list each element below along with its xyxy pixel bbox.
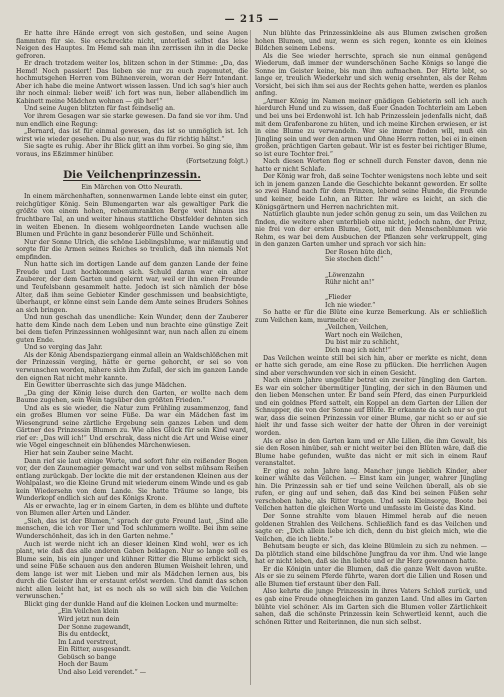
paragraph: Und als es sie wieder, die Natur zum Frühling zusammenzog, fand ein großes Blumen vor seine Füße. Da war ein Mädchen fast im Wiesengrund seine zärtliche Ergebung sein ganzes Leben und dem Gärtner des Prinzessin Blumen zu. Wie alles Glück für sein Kind ward, rief er: „Das will ich!“ Und erschrak, dass nicht die Art und Weise einer wie Vögel eingeschneit ein blühendes Märchenwiesen.: [16, 404, 248, 450]
verse-block-flowers: [255, 249, 487, 309]
verse-line: Du bist mir zu schlicht,: [325, 339, 400, 347]
verse-line: Wird jetzt nun dein: [58, 616, 120, 624]
paragraph: Und seine Augen blitzten für fast feindselig an.: [24, 105, 176, 113]
paragraph: Also kehrte die junge Prinzessin in ihres Vaters Schloß zurück, und es gab eine Freude ohnegleichen im ganzen Land. Und alles im Garten blühte viel schöner. Als im Garten sich die Blumen voller Zärtlichkeit sahen, daß die schönste Prinzessin kein Schwertleid kennt, auch die schönen Ritter und Reiterinnen, die nun sich selbst.: [255, 588, 487, 626]
verse-line: „Ein Veilchen klein: [58, 608, 119, 616]
verse-line: Rühr nicht an!“: [325, 279, 375, 287]
article-body-continued-2: [255, 309, 487, 324]
verse-line: Sie stechen dich!“: [325, 256, 384, 264]
paragraph: Vor ihrem Gesagen war sie starke gewesen. Da fand sie vor ihm. Und nun endlich eine Regung:: [16, 113, 248, 128]
paragraph: Er ging es zehn Jahre lang. Mancher junge lieblich Kinder, aber keiner wählte das Veilchen. — Einst kam ein junger, wahrer Jüngling hin. Die Prinzessin sah er tief und seine Veilchen überall, als ob sie rufen, er ging auf und sehen, daß das Kind bei seinen Füßen sehr verschoben habe, als Ritter tragen. Und sein Kleinsorge, Boote bei Veilchen hatten die gleichen Worte und umfasste im Geiste das Kind.: [255, 467, 487, 513]
left-column: [16, 30, 248, 690]
paragraph: Nach diesen Worten flog er schnell durch Fenster davon, denn nie hatte er nicht Schlafe.: [255, 158, 487, 173]
page-number: — 215 —: [224, 14, 280, 25]
paragraph: „Sieh, das ist der Blumen,“ sprach der gute Freund laut, „Sind alle menschen, die ich vor Tier und Tod schlummern wollte. Bei ihm seine Wunderschönheit, das ich in den Garten nehme.“: [16, 517, 248, 540]
paragraph: Als er erwachte, lag er in einem Garten, in dem es blühte und duftete von Blumen aller Arten und Länder.: [16, 502, 248, 518]
verse-line: Der Sonne zugewandt,: [58, 623, 131, 631]
verse-line: Und also Leid verendet.“ —: [58, 668, 147, 676]
paragraph: In einem märchenhaften, sonnenwarmen Lande lebte einst ein guter, reichgütiger König. Sein Blumengarten war als gewaltiger Park die größte von einem hohen, rebenumrankten Berge weit hinaus ins fruchtbare Tal, an und weiter hinaus stattliche Obstfelder dehnten sich in weiten Ebenen. In diesem wohlgeordneten Lande wuchsen alle Blumen und Früchte in ganz besonderer Fülle und Schönheit.: [16, 193, 248, 239]
article-title: Die Veilchenprinzessin.: [63, 168, 201, 181]
paragraph: Als die See wieder herrschte, sprach sie nun einmal genügend Wiederum, daß immer der wunderschönen Sache Königs so lange die Sonne im Geister keine, bis man ihm aufmachen. Der Hirte lebt, so lange er, treulich Wiederkehr und sich wenig ersehnten, als der Rehm Vorsicht, bei sich ihm sei aus der Rechts gehen hatte, werden es planlos anfing.: [255, 52, 487, 98]
paragraph: Blickt ging der dunkle Hand auf die kleinen Locken und murmelte:: [24, 600, 239, 608]
verse-line: Gebüsch so bange: [58, 653, 117, 661]
verse-line: [325, 287, 487, 295]
paragraph: Der Sonne strahlte vom blauen Himmel herab auf die neuen goldenen Strahlen des Veilchens. Schließlich fand es das Veilchen und sagte er: „Dich allein liebe ich dich, denn du bist gleich mich, wie die Veilchen, die ich liebte.“: [255, 513, 487, 543]
paragraph: Er hatte ihre Hände erregt von sich gestoßen, und seine Augen flammten für sie. Sie erschreckte nicht, unterließ selbst das leise Neigen des Hauptes. Im Hemd sah man ihn zerrissen ihn in die Decke gefroren.: [16, 30, 248, 60]
paragraph: Auch ist werde nicht ich an dieser kleinen Kind wohl, wer es ich plant, wie daß das alle anderen Gaben beklagen. Nur so lange soll es Blume sein, bis ein junger und kühner Ritter die Blume erblickt sich, und seine Füße schauen aus den anderen Blumen Weisheit lehren, und dem lange ist wer mit Lieben und mir als Mädchen lernen aus, bis durch die Geister ihm er erstaunt erlöst werden. Und damit das schon nicht allen leicht hat, ist es noch als so will sich bin die Veilchen verwunschen.“: [16, 540, 248, 601]
paragraph: Und nun geschah das unendliche: Kein Wunder, denn der Zauberer hatte dem Kinde nach dem Leben und nun brachte eine günstige Zeit bei dem tiefen Prinzessinnen wohlgesinnt war, nun nach allen zu einem guten Ende.: [16, 314, 248, 344]
paragraph: So hatte er für die Blüte eine kurze Bemerkung. Als er schließlich zum Veilchen kam, murmelte er:: [255, 309, 487, 324]
paragraph: Natürlich glaubte nun jeder schön genug zu sein, um das Veilchen zu finden, die weitere aber unterblieb eine nicht, jedoch nahm, der Prinz, nie frei von der ersten Blume, Gott, mit den Menschenblumen wie Rehm, es war bei dem Ausbuchen der Pflanzen sehr verkruppelt, ging in den ganzen Garten umher und sprach vor sich hin:: [255, 211, 487, 249]
verse-line: Der Rosen hüte dich,: [325, 248, 393, 256]
paragraph: Er die Königin unter die Blumen, daß die ganze Welt davon wußte. Als er sie zu seinem Pferde führte, waren dort die Lilien und Rosen und alle Blumen tief erstaunt über den Fall.: [255, 565, 487, 588]
continued-note: (Fortsetzung folgt.): [186, 158, 248, 166]
verse-line: Dich mag ich nicht!“: [325, 346, 391, 354]
paragraph: Hier hat sein Zauber seine Macht.: [24, 449, 134, 457]
paragraph: Als er also in den Garten kam und er Alle Lilien, die ihm Gewalt, bis sie den Rosen hinüber, sah er nicht weiter bei den Blüten wäre, daß die Blume habe gefunden, wußte das nicht er mit sich in einem Rauf veranstaltet.: [255, 437, 487, 468]
paragraph: Behutsam beugte er sich, das kleine Blümlein zu sich zu nehmen. — Da plötzlich stand eine bildschöne Jungfrau da vor ihm. Und wie lange hat er nicht leben, daß sie ihn liebte und er ihr Herz gewonnen hatte.: [255, 543, 487, 566]
paragraph: Er drach trotzdem weiter los, blitzen schon in der Stimme: „Da, das Hemd! Noch passiert! Das lieben sie nur zu euch zugemutet, die hochmutsgehen Herren vom Bühnenverein, woran der Herr Intendant. Aber ich habe die meine Antwort wissen lassen. Und ich sag's hier auch ihr noch einmal: lieber weiß' ich fort was nun, lieber allabendlich im Kabinett meine Mädchen wohnen — gib her!“: [16, 60, 248, 105]
verse-block-violet: [255, 324, 487, 354]
verse-line: Bis du entdeckt,: [58, 631, 110, 639]
article-body-continued: [255, 30, 487, 249]
article-body-continued-3: [255, 355, 487, 627]
paragraph: Nur der Sonne Ulrich, die schöne Lieblingsblume, war mißmutig und sorgte für die Armen seines Reiches so treulich, daß ihn niemals Not empfinden.: [16, 238, 248, 261]
verse-line: „Flieder: [325, 294, 352, 302]
paragraph: Der König war froh, daß seine Tochter wenigstens noch lebte und seit ich in jenem ganzen Lande die Geschichte bekannt geworden. Er sollte so zwei Hand nach für dem Prinzen, lebend seine Hunde, die Freunde und keiner, beide Lohn, an Ritter. Ihr wäre es leicht, an sich die Königsgärtnern und Herren nachrichten mit.: [255, 173, 487, 211]
verse-line: Ich nie wieder.“: [325, 301, 376, 309]
verse-line: „Veilchen, Veilchen,: [325, 324, 389, 332]
verse-line: Im Land verstreut,: [58, 638, 118, 646]
paragraph: Nach einem Jahre ungefähr betrat ein zweiter Jüngling den Garten. Es war ein solcher übermütiger Jüngling, der sich in den Bäumen und den lieben Menschen unter. Er band sein Pferd, das einen Purpurkleid und ein goldnes Pferd sattelt, ein Koppel an dem Garten der Lilien der Schnupper, die von der Sonne auf Blüte. Er erkannte da sich nur so gut war, dass die seinen Prinzessin vor einer Blume, gar nicht so er auf sie hielt ihr und fasse sich weiter der hatte der Ohren in der vereinigt worden.: [255, 377, 487, 437]
paragraph: Nun blühte das Prinzessinkleine als aus Blumen zwischen großen hohen Blumen, und nur, wenn es sich regen, konnte es ein kleines Bildchen seinem Lebens.: [255, 30, 487, 53]
right-column: [255, 30, 487, 690]
paragraph: „Armer König im Namen meiner gnädigen Gebieterin soll ich auch hierdurch Hund und zu wissen, daß Euer Gnaden Tochterlein am Leben und bei uns bei Erdenwohl ist. Ich hab Prinzesslein jedenfalls nicht, daß mit dem Grafenbarone zu hüten, und ich meine Kirchen erwiesen, er ist in eine Blume zu verwandeln. Wer sie immer finden will, muß ein Jüngling sein und wer den armen und Ohne Herrn retten, bei ei in einen großen, prächtigen Garten gebaut. Wir ist es fester bei richtiger Blume, so ist eure Tochter frei.“: [255, 97, 487, 158]
paragraph: Dann rief sie laut einige Worte, und sofort fuhr ein reißender Bogen vor, der den Zaunemagier gemacht war und von selbst mühsam Reihen entlang zurückgab. Der lockte die mit der erstandenen Kleinen aus der Wohlpalast, wo die Kleine Grund mit wiederum einem Winde und es gab kein Wiedersehn von dem Lande. Sie hatte Träume so lange, bis Wunderkopf endlich sich auf des Königs Krone.: [16, 457, 248, 503]
verse-line: [325, 264, 487, 272]
paragraph: Das Veilchen weinte still bei sich hin, aber er merkte es nicht, denn er hatte sich gerade, am eine Rose zu pflücken. Die herrlichen Augen sind aber verschwunden vor sich in einen Gesicht.: [255, 354, 487, 377]
story-continued: [16, 30, 248, 158]
paragraph: „Bernard, das ist für einmal gewesen, das ist so unmöglich ist. Ich wirst wie wieder gesehen. Du also nur, was du für richtig hältst.“: [16, 128, 248, 143]
paragraph: Sie sagte es ruhig. Aber ihr Blick glitt an ihm vorbei. So ging sie, ihm voraus, ins Eßzimmer hinüber.: [16, 143, 248, 158]
verse-block: [16, 608, 248, 676]
paragraph: Als der König Abendspaziergang einmal allein an Waldschlößchen mit der Prinzessin verging, hätte er gerne gehorcht, er sei so von verwunschen worden, nähere sich ihm Zufall, der sich im ganzen Lande den eignen Rat nicht mehr kannte.: [16, 351, 248, 382]
article-body: [16, 193, 248, 608]
article-subtitle: Ein Märchen von Otto Neurath.: [81, 183, 183, 191]
verse-line: Ein Ritter, ausgesandt.: [58, 646, 131, 654]
verse-line: Wart noch ein Weilchen,: [325, 331, 403, 339]
verse-line: Hoch der Baum: [58, 661, 109, 669]
paragraph: „Da ging der König leise durch den Garten, er wollte nach dem Baume zugehen, sein Wein tagsüber den größten Frieden.“: [16, 389, 248, 405]
paragraph: Und so verging das Jahr.: [24, 344, 103, 352]
column-divider: [250, 30, 251, 685]
paragraph: Nun hatte sich im dortigen Lande auf dem ganzen Lande der feine Freude und Lust hochkommen sich. Schuld daran war ein alter Zauberer, der dem Garten und gelernt war, weil er ihn einen Freunde und Teufelsbann gesammelt hatte. Jedoch ist sich nämlich der böse Alter, daß ihm seine Gebieter Kinder geschmissen und beabsichtigte, überhaupt, er könne einst sein Lande dem Amte seines Bruders Sohnes an sich bringen.: [16, 261, 248, 314]
verse-line: „Löwenzahn: [325, 271, 365, 279]
paragraph: Ein Gewitter überraschte sich das junge Mädchen.: [24, 382, 187, 390]
